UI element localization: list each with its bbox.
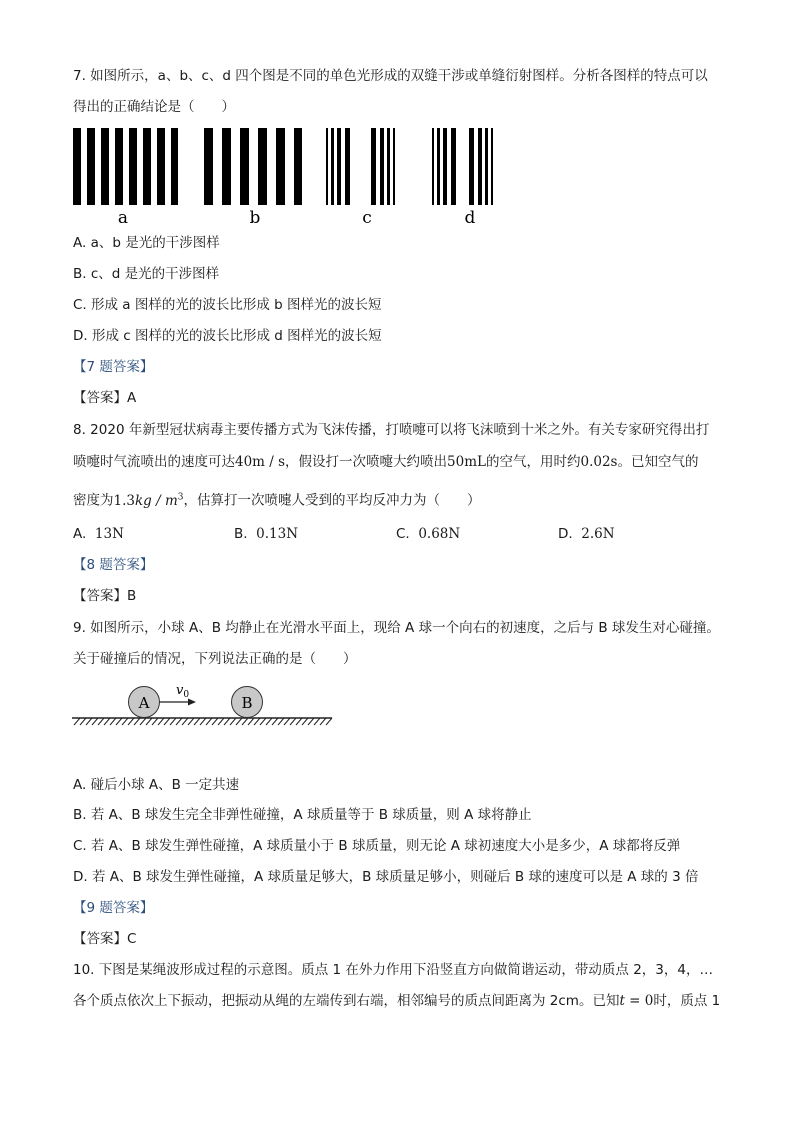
q9-stem-line2: 关于碰撞后的情况，下列说法正确的是（ ） — [73, 651, 357, 667]
q7-fringe-figure — [60, 124, 500, 230]
ground-hatching — [72, 718, 332, 725]
q10-stem-line2: 各个质点依次上下振动，把振动从绳的左端传到右端，相邻编号的质点间距离为 2cm。已知t = 0时，质点 1 — [73, 993, 721, 1009]
q8-option-c: C. 0.68N — [396, 526, 461, 542]
q7-stem-line1: 7. 如图所示，a、b、c、d 四个图是不同的单色光形成的双缝干涉或单缝衍射图样。分析各图样的特点可以 — [73, 68, 708, 84]
q8-stem-line2: 喷嚏时气流喷出的速度可达40m / s，假设打一次喷嚏大约喷出50mL的空气，用时约0.02s。已知空气的 — [73, 454, 699, 470]
ball-b — [232, 687, 263, 718]
fringe-label-c: c — [362, 208, 372, 228]
q9-collision-figure — [70, 680, 340, 732]
q7-answer: 【答案】A — [73, 390, 137, 406]
q8-density: $1.3kg / m^3$ — [113, 492, 184, 509]
q9-option-a: A. 碰后小球 A、B 一定共速 — [73, 777, 240, 793]
q9-option-d: D. 若 A、B 球发生弹性碰撞，A 球质量足够大，B 球质量足够小，则碰后 B 球的速度可以是 A 球的 3 倍 — [73, 869, 699, 885]
fringe-pattern-c — [326, 128, 395, 205]
q7-option-b: B. c、d 是光的干涉图样 — [73, 266, 220, 282]
q9-stem-line1: 9. 如图所示，小球 A、B 均静止在光滑水平面上，现给 A 球一个向右的初速度，之后与 B 球发生对心碰撞。 — [73, 620, 720, 636]
q8-answer: 【答案】B — [73, 588, 137, 604]
q9-answer: 【答案】C — [73, 931, 137, 947]
q8-speed: 40m / s — [235, 454, 286, 470]
velocity-label: $v_0$ — [176, 683, 190, 700]
q7-option-d: D. 形成 c 图样的光的波长比形成 d 图样光的波长短 — [73, 328, 382, 344]
fringe-label-a: a — [117, 208, 129, 228]
q7-stem-line2: 得出的正确结论是（ ） — [73, 99, 235, 115]
q8-stem-line3: 密度为$1.3kg / m^3$，估算打一次喷嚏人受到的平均反冲力为（ ） — [73, 492, 481, 509]
fringe-label-d: d — [464, 208, 476, 228]
q8-option-a: A. 13N — [73, 526, 124, 542]
q8-option-b: B. 0.13N — [234, 526, 299, 542]
q8-option-d: D. 2.6N — [558, 526, 615, 542]
q9-answer-heading: 【9 题答案】 — [73, 900, 154, 916]
fringe-pattern-d — [432, 128, 493, 205]
q8-stem-line1: 8. 2020 年新型冠状病毒主要传播方式为飞沫传播，打喷嚏可以将飞沫喷到十米之外。有关专家研究得出打 — [73, 422, 710, 438]
q7-option-c: C. 形成 a 图样的光的波长比形成 b 图样光的波长短 — [73, 297, 382, 313]
q10-stem-line1: 10. 下图是某绳波形成过程的示意图。质点 1 在外力作用下沿竖直方向做简谐运动，带动质点 2，3，4，… — [73, 962, 713, 978]
q9-option-b: B. 若 A、B 球发生完全非弹性碰撞，A 球质量等于 B 球质量，则 A 球将静止 — [73, 807, 532, 823]
fringe-pattern-b — [204, 128, 302, 205]
ball-a — [129, 687, 160, 718]
q8-time: 0.02s — [580, 454, 618, 470]
velocity-arrow — [160, 683, 197, 706]
q7-option-a: A. a、b 是光的干涉图样 — [73, 235, 220, 251]
q8-answer-heading: 【8 题答案】 — [73, 557, 154, 573]
q8-volume: 50mL — [447, 454, 486, 470]
fringe-label-b: b — [249, 208, 261, 228]
ball-a-label: A — [138, 694, 150, 712]
fringe-pattern-a — [73, 128, 178, 205]
ball-b-label: B — [241, 694, 253, 712]
q9-option-c: C. 若 A、B 球发生弹性碰撞，A 球质量小于 B 球质量，则无论 A 球初速度大小是多少，A 球都将反弹 — [73, 838, 681, 854]
q7-answer-heading: 【7 题答案】 — [73, 359, 154, 375]
